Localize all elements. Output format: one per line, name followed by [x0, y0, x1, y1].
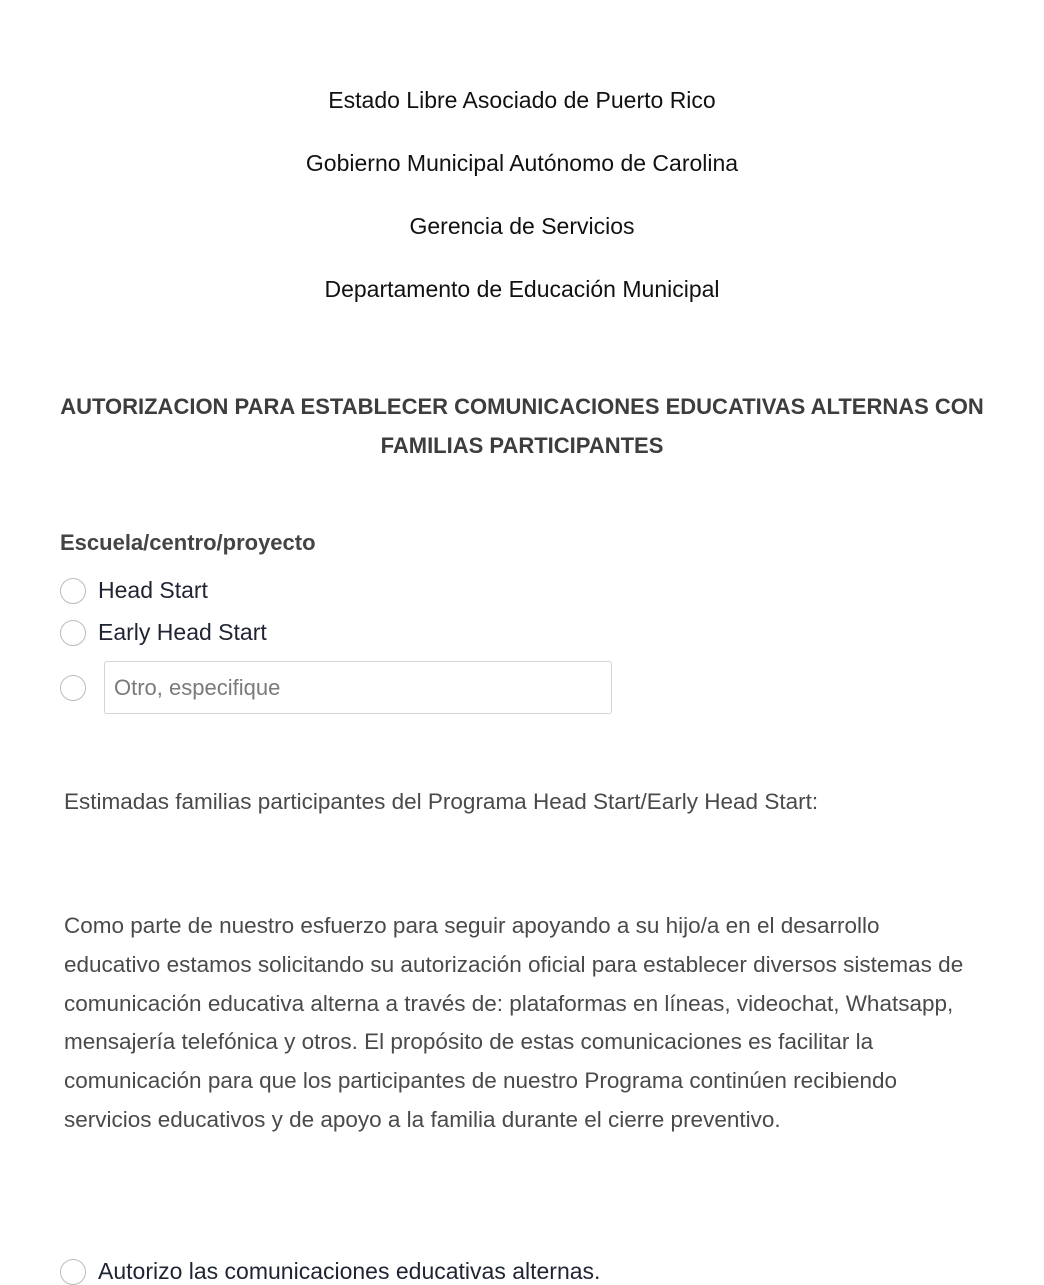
school-field-label: Escuela/centro/proyecto — [60, 530, 316, 555]
radio-button[interactable] — [60, 578, 86, 604]
header-line-3: Gerencia de Servicios — [409, 213, 635, 239]
header-line-2: Gobierno Municipal Autónomo de Carolina — [305, 150, 739, 176]
greeting-text: Estimadas familias participantes del Programa Head Start/Early Head Start: — [64, 789, 819, 814]
radio-option-label[interactable]: Head Start — [98, 577, 208, 603]
header-line-4: Departamento de Educación Municipal — [324, 276, 720, 302]
radio-button[interactable] — [60, 1259, 86, 1285]
other-specify-input[interactable] — [104, 661, 612, 714]
header-line-1: Estado Libre Asociado de Puerto Rico — [328, 87, 716, 113]
radio-option-label[interactable]: Autorizo las comunicaciones educativas alternas. — [98, 1258, 601, 1284]
radio-button[interactable] — [60, 675, 86, 701]
radio-option-authorize[interactable] — [60, 1258, 600, 1285]
radio-option-other[interactable] — [60, 661, 612, 714]
body-text: Como parte de nuestro esfuerzo para seguir apoyando a su hijo/a en el desarrollo educativo estamos solicitando su autorización oficial para establecer diversos sistemas de comunicación educativa alterna a través de: plataformas en líneas, videochat, Whatsapp, mensajería telefónica y otros. El propósito de estas comunicaciones es facilitar la comunicación para que los participantes de nuestro Programa continúen recibiendo servicios educativos y de apoyo a la familia durante el cierre preventivo. — [64, 913, 964, 1132]
radio-option-label[interactable]: Early Head Start — [98, 619, 267, 645]
radio-option-early-head-start[interactable] — [60, 619, 267, 646]
form-title: AUTORIZACION PARA ESTABLECER COMUNICACIONES EDUCATIVAS ALTERNAS CON FAMILIAS PARTICIPANTES — [60, 394, 984, 458]
radio-button[interactable] — [60, 620, 86, 646]
radio-option-head-start[interactable] — [60, 577, 208, 604]
